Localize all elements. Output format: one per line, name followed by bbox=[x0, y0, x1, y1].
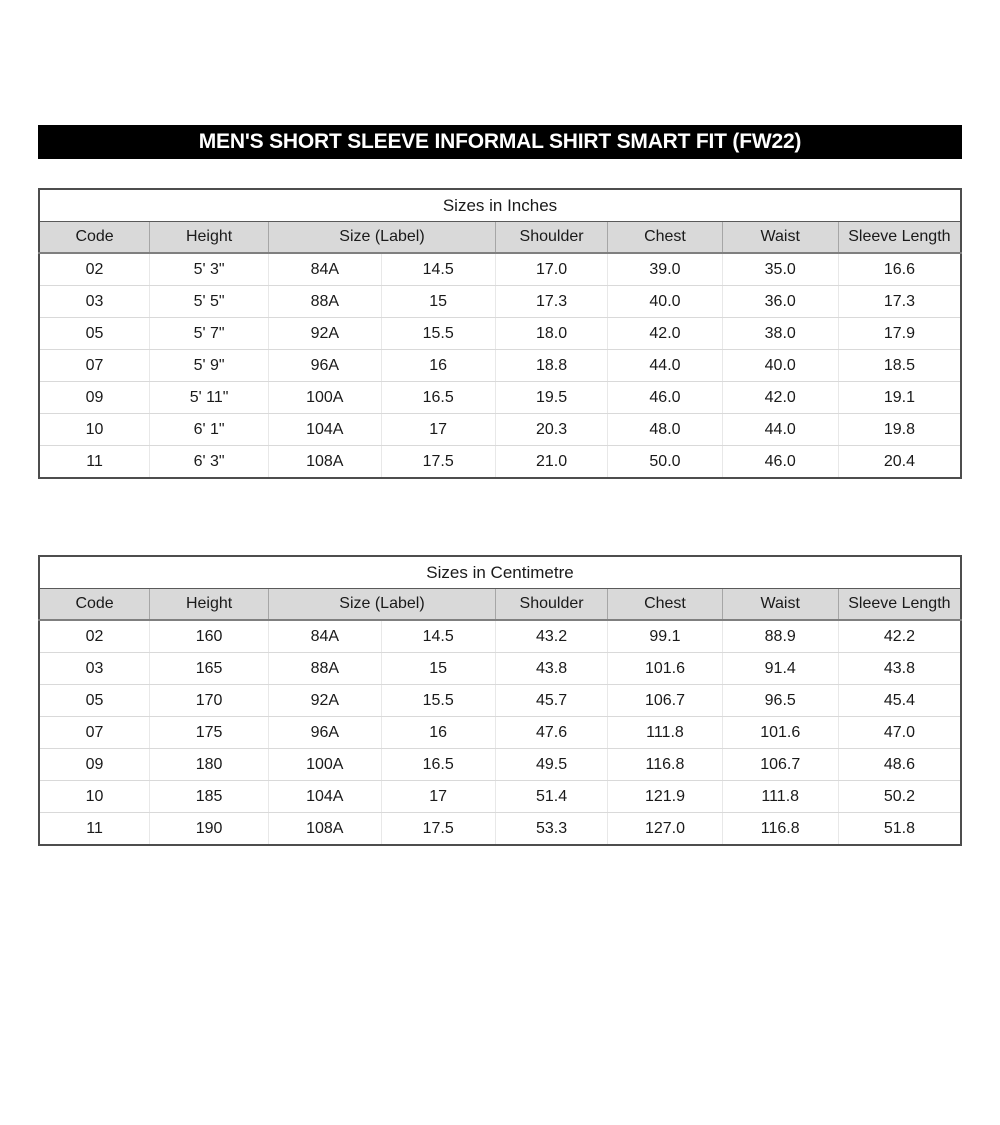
table-cell: 47.6 bbox=[495, 717, 607, 749]
table-title-row bbox=[39, 189, 961, 222]
table-cell: 127.0 bbox=[608, 813, 722, 846]
table-cell: 116.8 bbox=[608, 749, 722, 781]
table-cell: 190 bbox=[150, 813, 269, 846]
table-cell: 175 bbox=[150, 717, 269, 749]
table-cell: 18.8 bbox=[495, 350, 607, 382]
table-cell: 05 bbox=[39, 685, 150, 717]
table-cell: 40.0 bbox=[722, 350, 838, 382]
sizes-in-inches-table bbox=[38, 188, 962, 479]
table-cell: 96A bbox=[269, 717, 381, 749]
table-cell: 10 bbox=[39, 414, 150, 446]
table-cell: 99.1 bbox=[608, 620, 722, 653]
table-row bbox=[39, 446, 961, 479]
product-title-banner bbox=[38, 125, 962, 159]
table-cell: 17 bbox=[381, 414, 495, 446]
table-cell: 106.7 bbox=[722, 749, 838, 781]
product-title: MEN'S SHORT SLEEVE INFORMAL SHIRT SMART FIT (FW22) bbox=[198, 130, 802, 153]
table-cell: 44.0 bbox=[722, 414, 838, 446]
table-cell: 88A bbox=[269, 286, 381, 318]
table-cell: 36.0 bbox=[722, 286, 838, 318]
table-cell: 11 bbox=[39, 813, 150, 846]
table-cell: 16.5 bbox=[381, 749, 495, 781]
table-cell: 10 bbox=[39, 781, 150, 813]
table-row bbox=[39, 414, 961, 446]
column-header-sleeve-length: Sleeve Length bbox=[838, 589, 961, 621]
table-cell: 16 bbox=[381, 350, 495, 382]
table-cell: 46.0 bbox=[722, 446, 838, 479]
table-cell: 02 bbox=[39, 620, 150, 653]
table-cell: 15.5 bbox=[381, 685, 495, 717]
table-cell: 21.0 bbox=[495, 446, 607, 479]
table-cell: 121.9 bbox=[608, 781, 722, 813]
table-cell: 45.4 bbox=[838, 685, 961, 717]
table-cell: 5' 7" bbox=[150, 318, 269, 350]
table-cell: 14.5 bbox=[381, 620, 495, 653]
table-row bbox=[39, 685, 961, 717]
table-cell: 92A bbox=[269, 318, 381, 350]
table-cell: 03 bbox=[39, 653, 150, 685]
table-cell: 15.5 bbox=[381, 318, 495, 350]
table-cell: 42.2 bbox=[838, 620, 961, 653]
table-row bbox=[39, 253, 961, 286]
column-header-row bbox=[39, 589, 961, 621]
table-cell: 16 bbox=[381, 717, 495, 749]
table-cell: 96A bbox=[269, 350, 381, 382]
table-cell: 15 bbox=[381, 653, 495, 685]
table-cell: 5' 11" bbox=[150, 382, 269, 414]
table-cell: 96.5 bbox=[722, 685, 838, 717]
table-cell: 19.8 bbox=[838, 414, 961, 446]
table-body bbox=[39, 253, 961, 478]
table-row bbox=[39, 813, 961, 846]
table-cell: 35.0 bbox=[722, 253, 838, 286]
table-cell: 47.0 bbox=[838, 717, 961, 749]
table-cell: 48.6 bbox=[838, 749, 961, 781]
table-cell: 09 bbox=[39, 749, 150, 781]
column-header-shoulder: Shoulder bbox=[495, 222, 607, 254]
table-row bbox=[39, 382, 961, 414]
table-cell: 17.5 bbox=[381, 446, 495, 479]
table-cell: 101.6 bbox=[608, 653, 722, 685]
table-cell: 50.0 bbox=[608, 446, 722, 479]
table-title-row bbox=[39, 556, 961, 589]
table-cell: 116.8 bbox=[722, 813, 838, 846]
table-cell: 16.6 bbox=[838, 253, 961, 286]
table-row bbox=[39, 350, 961, 382]
table-cell: 104A bbox=[269, 781, 381, 813]
table-cell: 43.2 bbox=[495, 620, 607, 653]
table-row bbox=[39, 653, 961, 685]
table-cell: 101.6 bbox=[722, 717, 838, 749]
table-cell: 6' 3" bbox=[150, 446, 269, 479]
table-cell: 05 bbox=[39, 318, 150, 350]
table-cell: 17.5 bbox=[381, 813, 495, 846]
table-cell: 6' 1" bbox=[150, 414, 269, 446]
table-cell: 16.5 bbox=[381, 382, 495, 414]
table-cell: 108A bbox=[269, 446, 381, 479]
table-cell: 5' 5" bbox=[150, 286, 269, 318]
table-cell: 91.4 bbox=[722, 653, 838, 685]
table-cell: 180 bbox=[150, 749, 269, 781]
table-cell: 03 bbox=[39, 286, 150, 318]
table-cell: 39.0 bbox=[608, 253, 722, 286]
table-cell: 02 bbox=[39, 253, 150, 286]
column-header-height: Height bbox=[150, 222, 269, 254]
table-cell: 42.0 bbox=[722, 382, 838, 414]
column-header-chest: Chest bbox=[608, 222, 722, 254]
table-cell: 17.3 bbox=[838, 286, 961, 318]
table-cell: 50.2 bbox=[838, 781, 961, 813]
table-cell: 09 bbox=[39, 382, 150, 414]
table-cell: 18.5 bbox=[838, 350, 961, 382]
table-cell: 15 bbox=[381, 286, 495, 318]
table-cell: 42.0 bbox=[608, 318, 722, 350]
column-header-code: Code bbox=[39, 589, 150, 621]
column-header-code: Code bbox=[39, 222, 150, 254]
table-row bbox=[39, 781, 961, 813]
table-cell: 17.9 bbox=[838, 318, 961, 350]
table-cell: 88.9 bbox=[722, 620, 838, 653]
table-cell: 20.4 bbox=[838, 446, 961, 479]
table-cell: 43.8 bbox=[495, 653, 607, 685]
table-title: Sizes in Centimetre bbox=[39, 556, 961, 589]
column-header-waist: Waist bbox=[722, 222, 838, 254]
table-cell: 46.0 bbox=[608, 382, 722, 414]
sizes-in-centimetre-table bbox=[38, 555, 962, 846]
table-cell: 5' 3" bbox=[150, 253, 269, 286]
table-row bbox=[39, 318, 961, 350]
table-cell: 14.5 bbox=[381, 253, 495, 286]
table-cell: 165 bbox=[150, 653, 269, 685]
table-row bbox=[39, 717, 961, 749]
table-cell: 84A bbox=[269, 620, 381, 653]
column-header-height: Height bbox=[150, 589, 269, 621]
table-body bbox=[39, 620, 961, 845]
table-cell: 53.3 bbox=[495, 813, 607, 846]
column-header-waist: Waist bbox=[722, 589, 838, 621]
table-cell: 185 bbox=[150, 781, 269, 813]
table-cell: 19.1 bbox=[838, 382, 961, 414]
table-cell: 106.7 bbox=[608, 685, 722, 717]
column-header-row bbox=[39, 222, 961, 254]
table-cell: 44.0 bbox=[608, 350, 722, 382]
table-cell: 20.3 bbox=[495, 414, 607, 446]
table-cell: 51.8 bbox=[838, 813, 961, 846]
table-cell: 43.8 bbox=[838, 653, 961, 685]
table-cell: 5' 9" bbox=[150, 350, 269, 382]
table-cell: 100A bbox=[269, 382, 381, 414]
table-cell: 111.8 bbox=[722, 781, 838, 813]
column-header-size-label: Size (Label) bbox=[269, 222, 496, 254]
table-row bbox=[39, 286, 961, 318]
table-cell: 19.5 bbox=[495, 382, 607, 414]
table-cell: 11 bbox=[39, 446, 150, 479]
table-cell: 18.0 bbox=[495, 318, 607, 350]
table-cell: 17 bbox=[381, 781, 495, 813]
column-header-sleeve-length: Sleeve Length bbox=[838, 222, 961, 254]
column-header-size-label: Size (Label) bbox=[269, 589, 496, 621]
table-row bbox=[39, 620, 961, 653]
table-cell: 51.4 bbox=[495, 781, 607, 813]
table-cell: 160 bbox=[150, 620, 269, 653]
table-row bbox=[39, 749, 961, 781]
table-cell: 111.8 bbox=[608, 717, 722, 749]
table-cell: 108A bbox=[269, 813, 381, 846]
table-cell: 170 bbox=[150, 685, 269, 717]
table-cell: 88A bbox=[269, 653, 381, 685]
table-cell: 07 bbox=[39, 717, 150, 749]
table-cell: 92A bbox=[269, 685, 381, 717]
table-cell: 40.0 bbox=[608, 286, 722, 318]
table-cell: 07 bbox=[39, 350, 150, 382]
table-cell: 17.0 bbox=[495, 253, 607, 286]
column-header-shoulder: Shoulder bbox=[495, 589, 607, 621]
table-cell: 17.3 bbox=[495, 286, 607, 318]
table-cell: 84A bbox=[269, 253, 381, 286]
table-cell: 104A bbox=[269, 414, 381, 446]
table-cell: 100A bbox=[269, 749, 381, 781]
table-cell: 49.5 bbox=[495, 749, 607, 781]
table-cell: 48.0 bbox=[608, 414, 722, 446]
table-cell: 45.7 bbox=[495, 685, 607, 717]
table-cell: 38.0 bbox=[722, 318, 838, 350]
column-header-chest: Chest bbox=[608, 589, 722, 621]
table-title: Sizes in Inches bbox=[39, 189, 961, 222]
